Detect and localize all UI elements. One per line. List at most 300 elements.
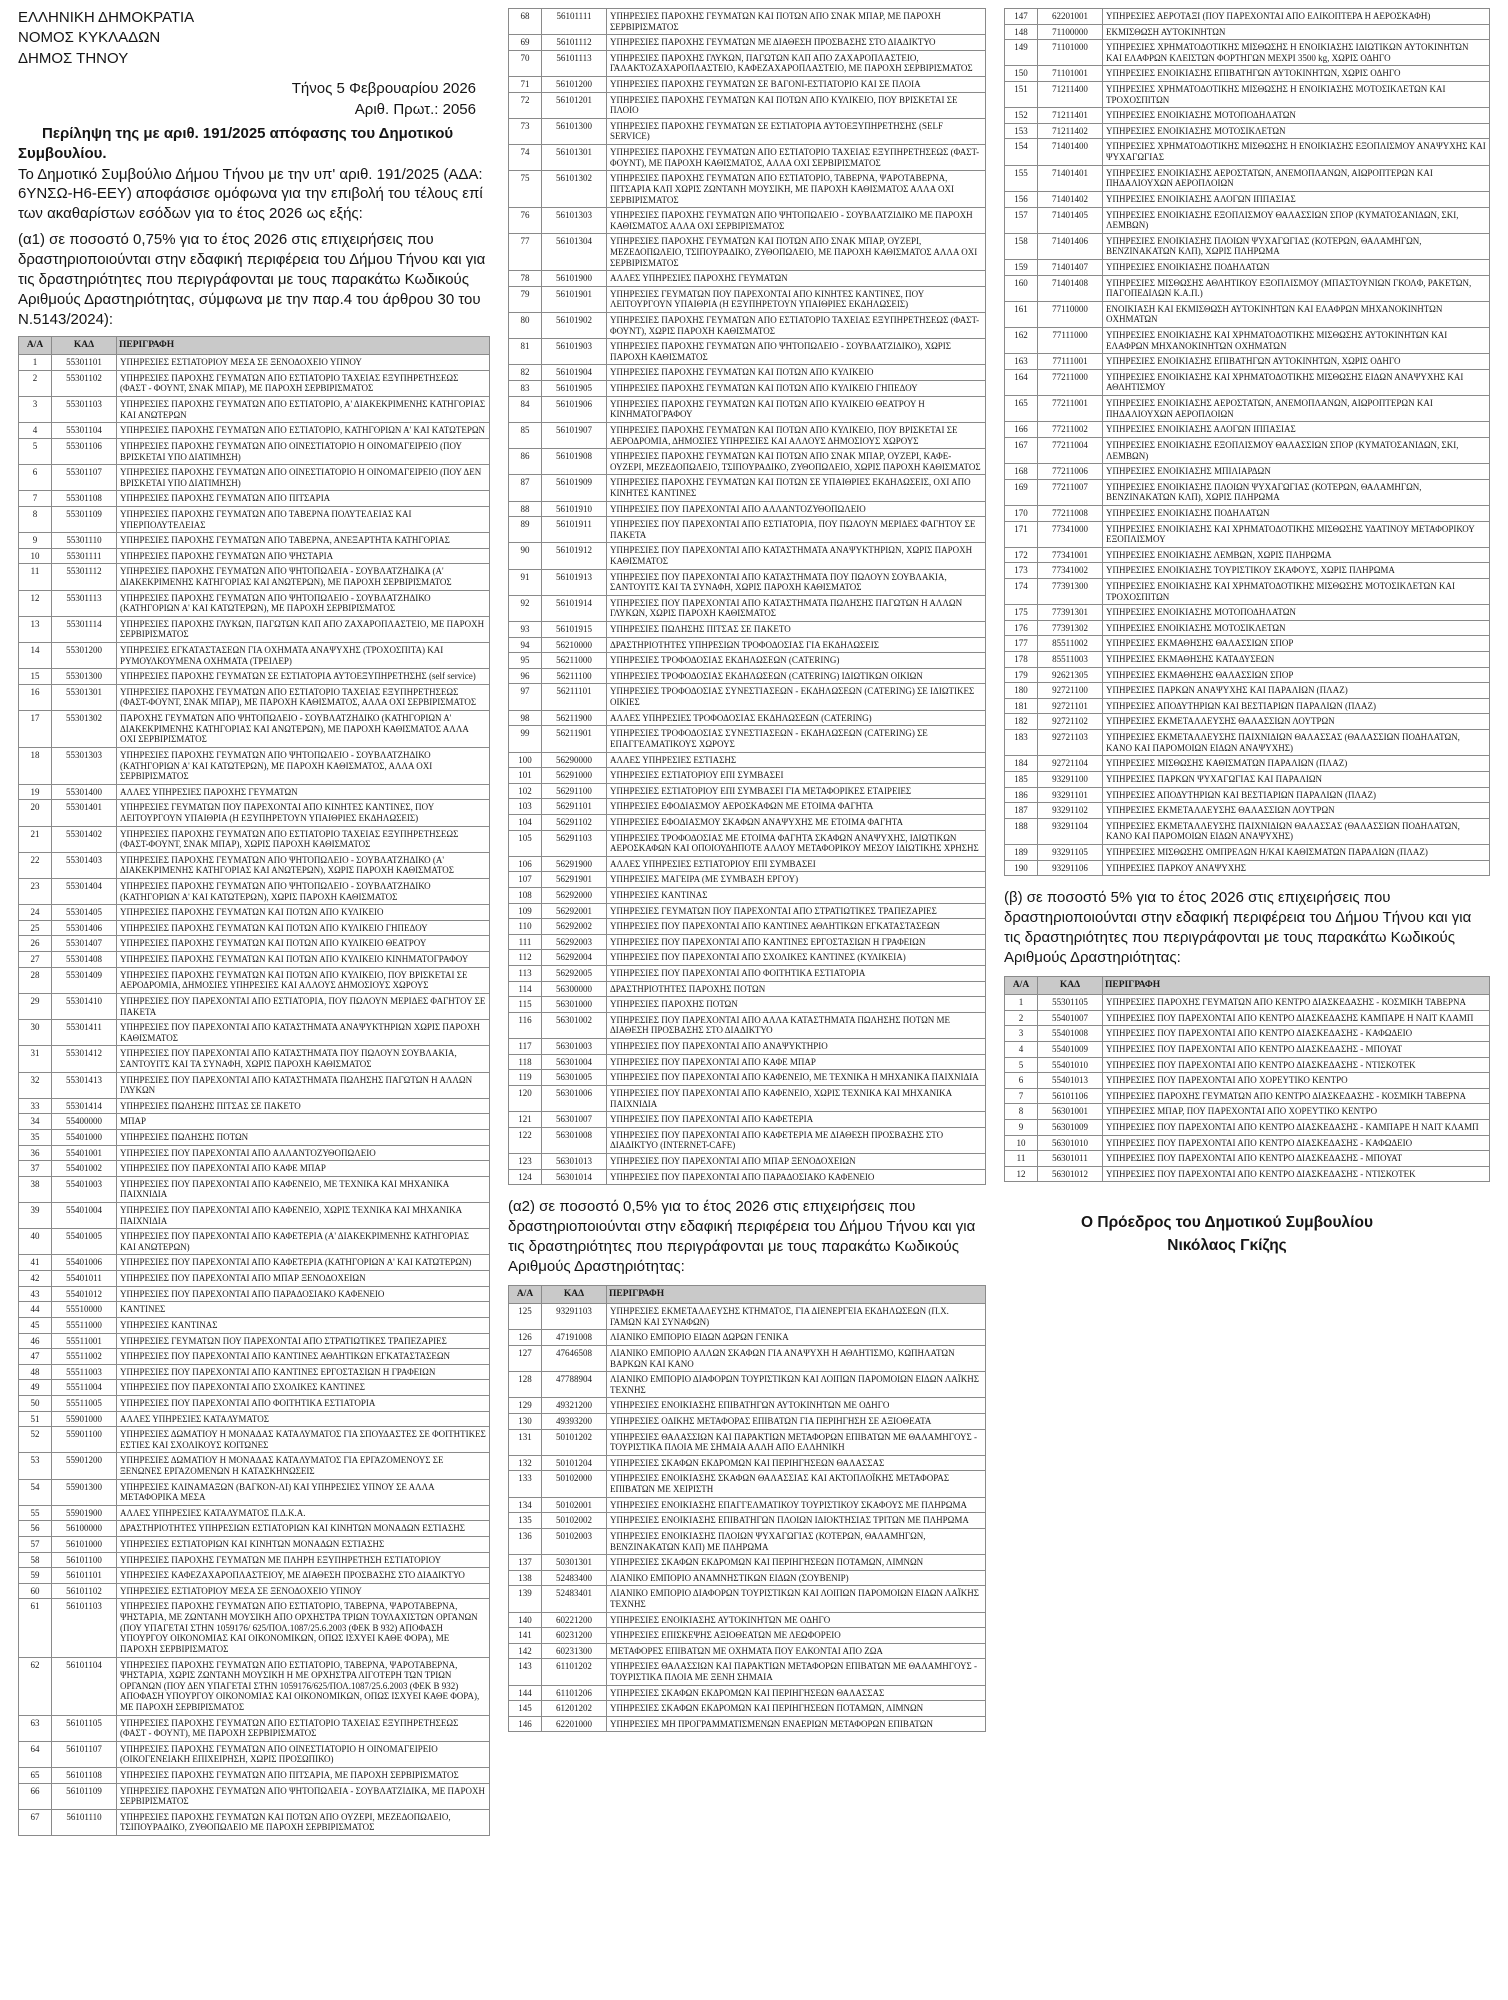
table-row [509, 799, 986, 815]
row-number: 188 [1005, 818, 1038, 844]
kad-code: 55301103 [52, 397, 117, 423]
kad-code: 56211101 [542, 684, 607, 710]
table-row [509, 1398, 986, 1414]
activity-description: ΥΠΗΡΕΣΙΕΣ ΠΑΡΟΧΗΣ ΓΕΥΜΑΤΩΝ ΑΠΟ ΤΑΒΕΡΝΑ ΠΟΛΥΤΕΛΕΙΑΣ ΚΑΙ ΥΠΕΡΠΟΛΥΤΕΛΕΙΑΣ [117, 506, 490, 532]
table-row [19, 590, 490, 616]
activity-description: ΥΠΗΡΕΣΙΕΣ ΠΑΡΟΧΗΣ ΓΕΥΜΑΤΩΝ ΑΠΟ ΕΣΤΙΑΤΟΡΙΟ ΤΑΧΕΙΑΣ ΕΞΥΠΗΡΕΤΗΣΕΩΣ (ΦΑΣΤ-ΦΟΥΝΤ), ΧΩΡΙΣ ΠΑΡΟΧΗ ΚΑΘΙΣΜΑΤΟΣ [607, 313, 986, 339]
activity-description: ΥΠΗΡΕΣΙΕΣ ΠΑΡΟΧΗΣ ΓΕΥΜΑΤΩΝ ΑΠΟ ΨΗΤΟΠΩΛΕΙΟ - ΣΟΥΒΛΑΤΖΙΔΙΚΟ ΜΕ ΠΑΡΟΧΗ ΚΑΘΙΣΜΑΤΟΣ ΑΛΛΑ ΟΧΙ ΣΕΡΒΙΡΙΣΜΑΤΟΣ [607, 208, 986, 234]
kad-code: 55401001 [52, 1145, 117, 1161]
table-row [19, 548, 490, 564]
row-number: 97 [509, 684, 542, 710]
activity-description: ΥΠΗΡΕΣΙΕΣ ΠΑΡΟΧΗΣ ΓΛΥΚΩΝ, ΠΑΓΩΤΩΝ ΚΛΠ ΑΠΟ ΖΑΧΑΡΟΠΛΑΣΤΕΙΟ, ΜΕ ΠΑΡΟΧΗ ΣΕΡΒΙΡΙΣΜΑΤΟΣ [117, 616, 490, 642]
activity-description: ΥΠΗΡΕΣΙΕΣ ΠΑΡΟΧΗΣ ΓΕΥΜΑΤΩΝ ΑΠΟ ΨΗΤΟΠΩΛΕΙΑ - ΣΟΥΒΛΑΤΖΙΔΙΚΑ, ΜΕ ΠΑΡΟΧΗ ΣΕΡΒΙΡΙΣΜΑΤΟΣ [117, 1783, 490, 1809]
row-number: 109 [509, 903, 542, 919]
kad-code: 56301006 [542, 1085, 607, 1111]
table-row [1005, 787, 1490, 803]
table-row [1005, 191, 1490, 207]
kad-code: 55401003 [52, 1176, 117, 1202]
kad-code: 77110000 [1038, 301, 1103, 327]
kad-code: 56101913 [542, 569, 607, 595]
table-row [19, 397, 490, 423]
kad-code: 55401009 [1038, 1041, 1103, 1057]
table-row [1005, 844, 1490, 860]
kad-code: 56101904 [542, 365, 607, 381]
activity-description: ΥΠΗΡΕΣΙΕΣ ΠΑΡΟΧΗΣ ΠΟΤΩΝ [607, 997, 986, 1013]
activity-description: ΠΑΡΟΧΗΣ ΓΕΥΜΑΤΩΝ ΑΠΟ ΨΗΤΟΠΩΛΕΙΟ - ΣΟΥΒΛΑΤΖΗΔΙΚΟ (ΚΑΤΗΓΟΡΙΩΝ Α' ΔΙΑΚΕΚΡΙΜΕΝΗΣ ΚΑΤΗΓΟΡΙΑΣ ΚΑΙ ΑΝΩΤΕΡΩΝ), ΜΕ ΠΑΡΟΧΗ ΚΑΘΙΣΜΑΤΟΣ ΑΛΛΑ ΟΧΙ ΣΕΡΒΙΡΙΣΜΑΤΟΣ [117, 711, 490, 748]
table-row [19, 1098, 490, 1114]
table-row [19, 993, 490, 1019]
kad-code: 77211000 [1038, 369, 1103, 395]
column-right [1004, 8, 1490, 2000]
kad-code: 56101301 [542, 145, 607, 171]
activity-description: ΥΠΗΡΕΣΙΕΣ ΤΡΟΦΟΔΟΣΙΑΣ ΣΥΝΕΣΤΙΑΣΕΩΝ - ΕΚΔΗΛΩΣΕΩΝ (CATERING) ΣΕ ΙΔΙΩΤΙΚΕΣ ΟΙΚΙΕΣ [607, 684, 986, 710]
table-row [19, 1302, 490, 1318]
table-header-row [19, 337, 490, 355]
kad-code: 56101900 [542, 271, 607, 287]
kad-code: 55401008 [1038, 1026, 1103, 1042]
table-row [19, 1114, 490, 1130]
activity-description: ΥΠΗΡΕΣΙΕΣ ΠΟΥ ΠΑΡΕΧΟΝΤΑΙ ΑΠΟ ΚΑΝΤΙΝΕΣ ΕΡΓΟΣΤΑΣΙΩΝ Η ΓΡΑΦΕΙΩΝ [117, 1364, 490, 1380]
table-row [1005, 1057, 1490, 1073]
table-row [509, 997, 986, 1013]
row-number: 48 [19, 1364, 52, 1380]
activity-description: ΥΠΗΡΕΣΙΕΣ ΚΑΝΤΙΝΑΣ [607, 888, 986, 904]
table-row [19, 1072, 490, 1098]
table-row [19, 852, 490, 878]
table-row [19, 355, 490, 371]
row-number: 1 [19, 355, 52, 371]
table-row [509, 1304, 986, 1330]
kad-code: 56101302 [542, 171, 607, 208]
row-number: 32 [19, 1072, 52, 1098]
row-number: 47 [19, 1349, 52, 1365]
table-row [1005, 605, 1490, 621]
row-number: 87 [509, 475, 542, 501]
kad-code: 55301400 [52, 784, 117, 800]
row-number: 84 [509, 396, 542, 422]
activity-description: ΥΠΗΡΕΣΙΕΣ ΕΝΟΙΚΙΑΣΗΣ ΕΠΙΒΑΤΗΓΩΝ ΑΥΤΟΚΙΝΗΤΩΝ, ΧΩΡΙΣ ΟΔΗΓΟ [1103, 354, 1490, 370]
activity-description: ΥΠΗΡΕΣΙΕΣ ΕΣΤΙΑΤΟΡΙΟΥ ΕΠΙ ΣΥΜΒΑΣΕΙ ΓΙΑ ΜΕΤΑΦΟΡΙΚΕΣ ΕΤΑΙΡΕΙΕΣ [607, 783, 986, 799]
row-number: 72 [509, 92, 542, 118]
kad-code: 56211000 [542, 653, 607, 669]
activity-description: ΥΠΗΡΕΣΙΕΣ ΠΑΡΟΧΗΣ ΓΕΥΜΑΤΩΝ ΚΑΙ ΠΟΤΩΝ ΑΠΟ ΚΥΛΙΚΕΙΟ [117, 905, 490, 921]
table-row [19, 1479, 490, 1505]
table-row [509, 449, 986, 475]
row-number: 37 [19, 1161, 52, 1177]
table-row [509, 1039, 986, 1055]
row-number: 33 [19, 1098, 52, 1114]
kad-code: 71211401 [1038, 108, 1103, 124]
kad-code: 56301010 [1038, 1135, 1103, 1151]
activity-description: ΥΠΗΡΕΣΙΕΣ ΕΝΟΙΚΙΑΣΗΣ ΚΑΙ ΧΡΗΜΑΤΟΔΟΤΙΚΗΣ ΜΙΣΘΩΣΗΣ ΥΔΑΤΙΝΟΥ ΜΕΤΑΦΟΡΙΚΟΥ ΕΞΟΠΛΙΣΜΟΥ [1103, 521, 1490, 547]
table-row [19, 1599, 490, 1657]
kad-code: 60231300 [542, 1643, 607, 1659]
table-row [509, 1701, 986, 1717]
activity-description: ΥΠΗΡΕΣΙΕΣ ΠΑΡΟΧΗΣ ΓΕΥΜΑΤΩΝ ΚΑΙ ΠΟΤΩΝ ΑΠΟ ΚΥΛΙΚΕΙΟ ΓΗΠΕΔΟΥ [607, 381, 986, 397]
row-number: 40 [19, 1229, 52, 1255]
kad-code: 77211006 [1038, 464, 1103, 480]
column-header-desc: ΠΕΡΙΓΡΑΦΗ [117, 337, 490, 355]
kad-code: 56101200 [542, 77, 607, 93]
row-number: 125 [509, 1304, 542, 1330]
row-number: 35 [19, 1129, 52, 1145]
row-number: 190 [1005, 860, 1038, 876]
letterhead-country: ΕΛΛΗΝΙΚΗ ΔΗΜΟΚΡΑΤΙΑ [18, 9, 195, 26]
table-row [1005, 1104, 1490, 1120]
table-row [509, 981, 986, 997]
table-row [1005, 1135, 1490, 1151]
row-number: 64 [19, 1741, 52, 1767]
kad-code: 93291105 [1038, 844, 1103, 860]
row-number: 164 [1005, 369, 1038, 395]
activity-description: ΥΠΗΡΕΣΙΕΣ ΠΑΡΟΧΗΣ ΓΕΥΜΑΤΩΝ ΜΕ ΔΙΑΘΕΣΗ ΠΡΟΣΒΑΣΗΣ ΣΤΟ ΔΙΑΔΙΚΤΥΟ [607, 35, 986, 51]
row-number: 75 [509, 171, 542, 208]
table-row [509, 919, 986, 935]
activity-description: ΥΠΗΡΕΣΙΕΣ ΕΝΟΙΚΙΑΣΗΣ ΑΕΡΟΣΤΑΤΩΝ, ΑΝΕΜΟΠΛΑΝΩΝ, ΑΙΩΡΟΠΤΕΡΩΝ ΚΑΙ ΠΗΔΑΛΙΟΥΧΩΝ ΑΕΡΟΠΛΟΙΩΝ [1103, 165, 1490, 191]
kad-code: 55301104 [52, 423, 117, 439]
table-row [19, 1046, 490, 1072]
kad-code: 55301302 [52, 711, 117, 748]
row-number: 9 [1005, 1120, 1038, 1136]
table-row [509, 856, 986, 872]
table-row [19, 747, 490, 784]
table-row [509, 710, 986, 726]
table-row [1005, 9, 1490, 25]
table-row [509, 637, 986, 653]
activity-description: ΥΠΗΡΕΣΙΕΣ ΜΗ ΠΡΟΓΡΑΜΜΑΤΙΣΜΕΝΩΝ ΕΝΑΕΡΙΩΝ ΜΕΤΑΦΟΡΩΝ ΕΠΙΒΑΤΩΝ [607, 1716, 986, 1732]
row-number: 81 [509, 339, 542, 365]
activity-description: ΥΠΗΡΕΣΙΕΣ ΕΝΟΙΚΙΑΣΗΣ ΠΟΔΗΛΑΤΩΝ [1103, 505, 1490, 521]
kad-code: 56292003 [542, 934, 607, 950]
table-row [19, 1333, 490, 1349]
kad-code: 56101912 [542, 543, 607, 569]
row-number: 92 [509, 595, 542, 621]
kad-code: 56300000 [542, 981, 607, 997]
row-number: 4 [1005, 1041, 1038, 1057]
kad-code: 56291900 [542, 856, 607, 872]
table-row [1005, 422, 1490, 438]
row-number: 65 [19, 1768, 52, 1784]
row-number: 23 [19, 879, 52, 905]
activity-description: ΥΠΗΡΕΣΙΕΣ ΕΚΜΕΤΑΛΛΕΥΣΗΣ ΘΑΛΑΣΣΙΩΝ ΛΟΥΤΡΩΝ [1103, 714, 1490, 730]
table-row [19, 920, 490, 936]
activity-description: ΥΠΗΡΕΣΙΕΣ ΠΑΡΟΧΗΣ ΓΕΥΜΑΤΩΝ ΑΠΟ ΨΗΤΟΠΩΛΕΙΟ - ΣΟΥΒΛΑΤΖΗΔΙΚΟ (ΚΑΤΗΓΟΡΙΩΝ Α' ΚΑΙ ΚΑΤΩΤΕΡΩΝ), ΜΕ ΠΑΡΟΧΗ ΣΕΡΒΙΡΙΣΜΑΤΟΣ [117, 590, 490, 616]
table-row [1005, 1026, 1490, 1042]
row-number: 24 [19, 905, 52, 921]
activity-description: ΥΠΗΡΕΣΙΕΣ ΑΕΡΟΤΑΞΙ (ΠΟΥ ΠΑΡΕΧΟΝΤΑΙ ΑΠΟ ΕΛΙΚΟΠΤΕΡΑ Η ΑΕΡΟΣΚΑΦΗ) [1103, 9, 1490, 25]
table-row [509, 1372, 986, 1398]
row-number: 146 [509, 1716, 542, 1732]
row-number: 50 [19, 1395, 52, 1411]
row-number: 159 [1005, 259, 1038, 275]
kad-code: 47788904 [542, 1372, 607, 1398]
row-number: 165 [1005, 396, 1038, 422]
kad-code: 71401408 [1038, 275, 1103, 301]
kad-code: 50102003 [542, 1528, 607, 1554]
kad-code: 56101101 [52, 1568, 117, 1584]
row-number: 58 [19, 1552, 52, 1568]
table-row [509, 726, 986, 752]
row-number: 6 [1005, 1073, 1038, 1089]
activity-description: ΥΠΗΡΕΣΙΕΣ ΓΕΥΜΑΤΩΝ ΠΟΥ ΠΑΡΕΧΟΝΤΑΙ ΑΠΟ ΣΤΡΑΤΙΩΤΙΚΕΣ ΤΡΑΠΕΖΑΡΙΕΣ [117, 1333, 490, 1349]
activity-description: ΥΠΗΡΕΣΙΕΣ ΕΝΟΙΚΙΑΣΗΣ ΑΕΡΟΣΤΑΤΩΝ, ΑΝΕΜΟΠΛΑΝΩΝ, ΑΙΩΡΟΠΤΕΡΩΝ ΚΑΙ ΠΗΔΑΛΙΟΥΧΩΝ ΑΕΡΟΠΛΟΙΩΝ [1103, 396, 1490, 422]
row-number: 149 [1005, 40, 1038, 66]
kad-code: 55511002 [52, 1349, 117, 1365]
kad-code: 92721102 [1038, 714, 1103, 730]
kad-code: 56301012 [1038, 1166, 1103, 1182]
activity-description: ΥΠΗΡΕΣΙΕΣ ΠΟΥ ΠΑΡΕΧΟΝΤΑΙ ΑΠΟ ΚΑΤΑΣΤΗΜΑΤΑ ΠΟΥ ΠΩΛΟΥΝ ΣΟΥΒΛΑΚΙΑ, ΣΑΝΤΟΥΙΤΣ ΚΑΙ ΤΑ ΣΥΝΑΦΗ, ΧΩΡΙΣ ΠΑΡΟΧΗ ΚΑΘΙΣΜΑΤΟΣ [607, 569, 986, 595]
activity-description: ΥΠΗΡΕΣΙΕΣ ΠΑΡΟΧΗΣ ΓΕΥΜΑΤΩΝ ΑΠΟ ΕΣΤΙΑΤΟΡΙΟ ΤΑΧΕΙΑΣ ΕΞΥΠΗΡΕΤΗΣΕΩΣ (ΦΑΣΤ - ΦΟΥΝΤ, ΣΝΑΚ ΜΠΑΡ), ΜΕ ΠΑΡΟΧΗ ΣΕΡΒΙΡΙΣΜΑΤΟΣ [117, 370, 490, 396]
table-row [19, 423, 490, 439]
activity-description: ΥΠΗΡΕΣΙΕΣ ΠΟΥ ΠΑΡΕΧΟΝΤΑΙ ΑΠΟ ΧΟΡΕΥΤΙΚΟ ΚΕΝΤΡΟ [1103, 1073, 1490, 1089]
row-number: 66 [19, 1783, 52, 1809]
kad-code: 85511002 [1038, 636, 1103, 652]
row-number: 137 [509, 1555, 542, 1571]
activity-description: ΥΠΗΡΕΣΙΕΣ ΕΝΟΙΚΙΑΣΗΣ ΚΑΙ ΧΡΗΜΑΤΟΔΟΤΙΚΗΣ ΜΙΣΘΩΣΗΣ ΕΙΔΩΝ ΑΝΑΨΥΧΗΣ ΚΑΙ ΑΘΛΗΤΙΣΜΟΥ [1103, 369, 1490, 395]
table-row [19, 669, 490, 685]
activity-description: ΔΡΑΣΤΗΡΙΟΤΗΤΕΣ ΠΑΡΟΧΗΣ ΠΟΤΩΝ [607, 981, 986, 997]
table-row [509, 475, 986, 501]
column-header-kad: ΚΑΔ [52, 337, 117, 355]
kad-code: 55301114 [52, 616, 117, 642]
row-number: 147 [1005, 9, 1038, 25]
row-number: 133 [509, 1471, 542, 1497]
column-header-aa: Α/Α [1005, 976, 1038, 994]
row-number: 111 [509, 934, 542, 950]
row-number: 18 [19, 747, 52, 784]
kad-code: 77211008 [1038, 505, 1103, 521]
activity-description: ΥΠΗΡΕΣΙΕΣ ΕΚΜΕΤΑΛΛΕΥΣΗΣ ΠΑΙΧΝΙΔΙΩΝ ΘΑΛΑΣΣΑΣ (ΘΑΛΑΣΣΙΩΝ ΠΟΔΗΛΑΤΩΝ, ΚΑΝΟ ΚΑΙ ΠΑΡΟΜΟΙΩΝ ΕΙΔΩΝ ΑΝΑΨΥΧΗΣ) [1103, 818, 1490, 844]
table-row [19, 1568, 490, 1584]
activity-description: ΥΠΗΡΕΣΙΕΣ ΣΚΑΦΩΝ ΕΚΔΡΟΜΩΝ ΚΑΙ ΠΕΡΙΗΓΗΣΕΩΝ ΘΑΛΑΣΣΑΣ [607, 1455, 986, 1471]
table-row [19, 1271, 490, 1287]
kad-code: 56101911 [542, 517, 607, 543]
table-row [19, 1453, 490, 1479]
table-row [1005, 995, 1490, 1011]
kad-code: 55301102 [52, 370, 117, 396]
activity-description: ΥΠΗΡΕΣΙΕΣ ΓΕΥΜΑΤΩΝ ΠΟΥ ΠΑΡΕΧΟΝΤΑΙ ΑΠΟ ΚΙΝΗΤΕΣ ΚΑΝΤΙΝΕΣ, ΠΟΥ ΛΕΙΤΟΥΡΓΟΥΝ ΥΠΑΙΘΡΙΑ (Η ΕΞΥΠΗΡΕΤΟΥΝ ΥΠΑΙΘΡΙΕΣ ΕΚΔΗΛΩΣΕΙΣ) [117, 800, 490, 826]
activity-description: ΥΠΗΡΕΣΙΕΣ ΠΑΡΟΧΗΣ ΓΛΥΚΩΝ, ΠΑΓΩΤΩΝ ΚΛΠ ΑΠΟ ΖΑΧΑΡΟΠΛΑΣΤΕΙΟ, ΓΑΛΑΚΤΟΖΑΧΑΡΟΠΛΑΣΤΕΙΟ, ΚΑΦΕΖΑΧΑΡΟΠΛΑΣΤΕΙΟ, ΜΕ ΠΑΡΟΧΗ ΣΕΡΒΙΡΙΣΜΑΤΟΣ [607, 50, 986, 76]
table-row [509, 966, 986, 982]
kad-code: 92721103 [1038, 730, 1103, 756]
activity-description: ΥΠΗΡΕΣΙΕΣ ΠΑΡΟΧΗΣ ΓΕΥΜΑΤΩΝ ΑΠΟ ΕΣΤΙΑΤΟΡΙΟ, ΤΑΒΕΡΝΑ, ΨΑΡΟΤΑΒΕΡΝΑ, ΠΙΤΣΑΡΙΑ ΚΛΠ ΧΩΡΙΣ ΖΩΝΤΑΝΗ ΜΟΥΣΙΚΗ, ΜΕ ΠΑΡΟΧΗ ΚΑΘΙΣΜΑΤΟΣ ΑΛΛΑ ΟΧΙ ΣΕΡΒΙΡΙΣΜΑΤΟΣ [607, 171, 986, 208]
activity-description: ΥΠΗΡΕΣΙΕΣ ΠΟΥ ΠΑΡΕΧΟΝΤΑΙ ΑΠΟ ΚΑΦΕΤΕΡΙΑ (Α' ΔΙΑΚΕΚΡΙΜΕΝΗΣ ΚΑΤΗΓΟΡΙΑΣ ΚΑΙ ΑΝΩΤΕΡΩΝ) [117, 1229, 490, 1255]
activity-description: ΥΠΗΡΕΣΙΕΣ ΠΑΡΟΧΗΣ ΓΕΥΜΑΤΩΝ ΑΠΟ ΚΕΝΤΡΟ ΔΙΑΣΚΕΔΑΣΗΣ - ΚΟΣΜΙΚΗ ΤΑΒΕΡΝΑ [1103, 995, 1490, 1011]
row-number: 61 [19, 1599, 52, 1657]
activity-description: ΥΠΗΡΕΣΙΕΣ ΕΣΤΙΑΤΟΡΙΟΥ ΜΕΣΑ ΣΕ ΞΕΝΟΔΟΧΕΙΟ ΥΠΝΟΥ [117, 355, 490, 371]
activity-description: ΥΠΗΡΕΣΙΕΣ ΠΑΡΟΧΗΣ ΓΕΥΜΑΤΩΝ ΑΠΟ ΨΗΣΤΑΡΙΑ [117, 548, 490, 564]
column-left [18, 8, 490, 2000]
activity-description: ΥΠΗΡΕΣΙΕΣ ΠΟΥ ΠΑΡΕΧΟΝΤΑΙ ΑΠΟ ΚΑΦΕΝΕΙΟ, ΜΕ ΤΕΧΝΙΚΑ Η ΜΗΧΑΝΙΚΑ ΠΑΙΧΝΙΔΙΑ [607, 1070, 986, 1086]
activity-description: ΥΠΗΡΕΣΙΕΣ ΕΝΟΙΚΙΑΣΗΣ ΠΟΔΗΛΑΤΩΝ [1103, 259, 1490, 275]
row-number: 150 [1005, 66, 1038, 82]
row-number: 110 [509, 919, 542, 935]
row-number: 182 [1005, 714, 1038, 730]
activity-description: ΥΠΗΡΕΣΙΕΣ ΕΝΟΙΚΙΑΣΗΣ ΠΛΟΙΩΝ ΨΥΧΑΓΩΓΙΑΣ (ΚΟΤΕΡΩΝ, ΘΑΛΑΜΗΓΩΝ, ΒΕΝΖΙΝΑΚΑΤΩΝ ΚΛΠ), ΧΩΡΙΣ ΠΛΗΡΩΜΑ [1103, 233, 1490, 259]
kad-code: 93291104 [1038, 818, 1103, 844]
activity-description: ΥΠΗΡΕΣΙΕΣ ΠΟΥ ΠΑΡΕΧΟΝΤΑΙ ΑΠΟ ΚΑΝΤΙΝΕΣ ΑΘΛΗΤΙΚΩΝ ΕΓΚΑΤΑΣΤΑΣΕΩΝ [607, 919, 986, 935]
row-number: 151 [1005, 82, 1038, 108]
kad-code: 56211901 [542, 726, 607, 752]
kad-table-a2-part2 [1004, 8, 1490, 876]
kad-code: 50102001 [542, 1497, 607, 1513]
activity-description: ΥΠΗΡΕΣΙΕΣ ΠΟΥ ΠΑΡΕΧΟΝΤΑΙ ΑΠΟ ΚΕΝΤΡΟ ΔΙΑΣΚΕΔΑΣΗΣ - ΚΑΦΩΔΕΙΟ [1103, 1026, 1490, 1042]
table-row [509, 1555, 986, 1571]
table-row [1005, 563, 1490, 579]
table-row [19, 952, 490, 968]
activity-description: ΥΠΗΡΕΣΙΕΣ ΠΑΡΟΧΗΣ ΓΕΥΜΑΤΩΝ ΣΕ ΒΑΓΟΝΙ-ΕΣΤΙΑΤΟΡΙΟ ΚΑΙ ΣΕ ΠΛΟΙΑ [607, 77, 986, 93]
activity-description: ΥΠΗΡΕΣΙΕΣ ΕΚΜΑΘΗΣΗΣ ΘΑΛΑΣΣΙΩΝ ΣΠΟΡ [1103, 667, 1490, 683]
activity-description: ΥΠΗΡΕΣΙΕΣ ΤΡΟΦΟΔΟΣΙΑΣ ΕΚΔΗΛΩΣΕΩΝ (CATERING) [607, 653, 986, 669]
table-row [509, 145, 986, 171]
kad-code: 56211100 [542, 668, 607, 684]
kad-code: 56292005 [542, 966, 607, 982]
kad-code: 56101905 [542, 381, 607, 397]
row-number: 26 [19, 936, 52, 952]
table-row [1005, 547, 1490, 563]
table-row [1005, 1041, 1490, 1057]
kad-code: 55511001 [52, 1333, 117, 1349]
row-number: 3 [19, 397, 52, 423]
kad-code: 55301108 [52, 491, 117, 507]
row-number: 171 [1005, 521, 1038, 547]
row-number: 57 [19, 1537, 52, 1553]
row-number: 68 [509, 9, 542, 35]
kad-code: 77211002 [1038, 422, 1103, 438]
kad-code: 56101102 [52, 1583, 117, 1599]
kad-code: 55301105 [1038, 995, 1103, 1011]
kad-code: 93291106 [1038, 860, 1103, 876]
table-row [19, 1768, 490, 1784]
kad-code: 77341001 [1038, 547, 1103, 563]
kad-code: 55301411 [52, 1020, 117, 1046]
activity-description: ΥΠΗΡΕΣΙΕΣ ΚΛΙΝΑΜΑΞΩΝ (ΒΑΓΚΟΝ-ΛΙ) ΚΑΙ ΥΠΗΡΕΣΙΕΣ ΥΠΝΟΥ ΣΕ ΑΛΛΑ ΜΕΤΑΦΟΡΙΚΑ ΜΕΣΑ [117, 1479, 490, 1505]
row-number: 11 [1005, 1151, 1038, 1167]
table-row [19, 616, 490, 642]
activity-description: ΥΠΗΡΕΣΙΕΣ ΜΑΓΕΙΡΑ (ΜΕ ΣΥΜΒΑΣΗ ΕΡΓΟΥ) [607, 872, 986, 888]
kad-code: 55511004 [52, 1380, 117, 1396]
kad-code: 56291100 [542, 783, 607, 799]
activity-description: ΑΛΛΕΣ ΥΠΗΡΕΣΙΕΣ ΚΑΤΑΛΥΜΑΤΟΣ Π.Δ.Κ.Α. [117, 1505, 490, 1521]
table-row [1005, 275, 1490, 301]
table-row [509, 1471, 986, 1497]
kad-code: 56101908 [542, 449, 607, 475]
table-row [19, 1395, 490, 1411]
activity-description: ΥΠΗΡΕΣΙΕΣ ΟΔΙΚΗΣ ΜΕΤΑΦΟΡΑΣ ΕΠΙΒΑΤΩΝ ΓΙΑ ΠΕΡΙΗΓΗΣΗ ΣΕ ΑΞΙΟΘΕΑΤΑ [607, 1414, 986, 1430]
row-number: 78 [509, 271, 542, 287]
table-row [1005, 66, 1490, 82]
activity-description: ΥΠΗΡΕΣΙΕΣ ΠΩΛΗΣΗΣ ΠΙΤΣΑΣ ΣΕ ΠΑΚΕΤΟ [607, 622, 986, 638]
activity-description: ΥΠΗΡΕΣΙΕΣ ΠΑΡΟΧΗΣ ΓΕΥΜΑΤΩΝ ΑΠΟ ΚΕΝΤΡΟ ΔΙΑΣΚΕΔΑΣΗΣ - ΚΟΣΜΙΚΗ ΤΑΒΕΡΝΑ [1103, 1088, 1490, 1104]
activity-description: ΥΠΗΡΕΣΙΕΣ ΠΑΡΟΧΗΣ ΓΕΥΜΑΤΩΝ ΑΠΟ ΕΣΤΙΑΤΟΡΙΟ ΤΑΧΕΙΑΣ ΕΞΥΠΗΡΕΤΗΣΕΩΣ (ΦΑΣΤ-ΦΟΥΝΤ), ΜΕ ΠΑΡΟΧΗ ΚΑΘΙΣΜΑΤΟΣ, ΑΛΛΑ ΟΧΙ ΣΕΡΒΙΡΙΣΜΑΤΟΣ [607, 145, 986, 171]
activity-description: ΥΠΗΡΕΣΙΕΣ ΠΟΥ ΠΑΡΕΧΟΝΤΑΙ ΑΠΟ ΚΑΦΕΤΕΡΙΑ ΜΕ ΔΙΑΘΕΣΗ ΠΡΟΣΒΑΣΗΣ ΣΤΟ ΔΙΑΔΙΚΤΥΟ (INTERNET-CAFE) [607, 1127, 986, 1153]
table-row [509, 814, 986, 830]
table-row [1005, 328, 1490, 354]
row-number: 1 [1005, 995, 1038, 1011]
activity-description: ΥΠΗΡΕΣΙΕΣ ΕΣΤΙΑΤΟΡΙΟΥ ΕΠΙ ΣΥΜΒΑΣΕΙ [607, 768, 986, 784]
row-number: 20 [19, 800, 52, 826]
table-row [509, 1112, 986, 1128]
activity-description: ΥΠΗΡΕΣΙΕΣ ΕΝΟΙΚΙΑΣΗΣ ΕΠΙΒΑΤΗΓΩΝ ΠΛΟΙΩΝ ΙΔΙΟΚΤΗΣΙΑΣ ΤΡΙΤΩΝ ΜΕ ΠΛΗΡΩΜΑ [607, 1513, 986, 1529]
table-row [19, 1583, 490, 1599]
table-row [19, 1349, 490, 1365]
kad-code: 77391301 [1038, 605, 1103, 621]
activity-description: ΥΠΗΡΕΣΙΕΣ ΠΟΥ ΠΑΡΕΧΟΝΤΑΙ ΑΠΟ ΠΑΡΑΔΟΣΙΑΚΟ ΚΑΦΕΝΕΙΟ [607, 1169, 986, 1185]
kad-code: 71401401 [1038, 165, 1103, 191]
kad-code: 71100000 [1038, 24, 1103, 40]
row-number: 131 [509, 1429, 542, 1455]
kad-code: 52483400 [542, 1570, 607, 1586]
activity-description: ΥΠΗΡΕΣΙΕΣ ΠΑΡΟΧΗΣ ΓΕΥΜΑΤΩΝ ΑΠΟ ΟΙΝΕΣΤΙΑΤΟΡΙΟ Η ΟΙΝΟΜΑΓΕΙΡΕΙΟ (ΠΟΥ ΒΡΙΣΚΕΤΑΙ ΥΠΟ ΔΙΑΤΙΜΗΣΗ) [117, 438, 490, 464]
activity-description: ΥΠΗΡΕΣΙΕΣ ΠΑΡΟΧΗΣ ΓΕΥΜΑΤΩΝ ΚΑΙ ΠΟΤΩΝ ΑΠΟ ΚΥΛΙΚΕΙΟ, ΠΟΥ ΒΡΙΣΚΕΤΑΙ ΣΕ ΑΕΡΟΔΡΟΜΙΑ, ΔΗΜΟΣΙΕΣ ΥΠΗΡΕΣΙΕΣ ΚΑΙ ΑΛΛΟΥΣ ΔΗΜΟΣΙΟΥΣ ΧΩΡΟΥΣ [607, 422, 986, 448]
kad-code: 55301412 [52, 1046, 117, 1072]
table-row [509, 1570, 986, 1586]
row-number: 174 [1005, 578, 1038, 604]
activity-description: ΥΠΗΡΕΣΙΕΣ ΠΑΡΟΧΗΣ ΓΕΥΜΑΤΩΝ ΑΠΟ ΕΣΤΙΑΤΟΡΙΟ, ΤΑΒΕΡΝΑ, ΨΑΡΟΤΑΒΕΡΝΑ, ΨΗΣΤΑΡΙΑ, ΜΕ ΖΩΝΤΑΝΗ ΜΟΥΣΙΚΗ ΑΠΟ ΟΡΧΗΣΤΡΑ ΤΡΙΩΝ ΤΟΥΛΑΧΙΣΤΩΝ ΟΡΓΑΝΩΝ (ΠΟΥ ΥΠΑΓΕΤΑΙ ΣΤΗΝ 1059176/ 625/ΠΟΛ.1087/25.6.2003 (ΦΕΚ Β 932) ΑΠΟΦΑΣΗ ΥΠΟΥΡΓΟΥ ΟΙΚΟΝΟΜΙΑΣ ΚΑΙ ΟΙΚΟΝΟΜΙΚΩΝ, ΟΠΩΣ ΙΣΧΥΕΙ ΚΑΘΕ ΦΟΡΑ), ΜΕ ΠΑΡΟΧΗ ΣΕΡΒΙΡΙΣΜΑΤΟΣ [117, 1599, 490, 1657]
kad-code: 56101915 [542, 622, 607, 638]
kad-code: 55301404 [52, 879, 117, 905]
row-number: 46 [19, 1333, 52, 1349]
row-number: 136 [509, 1528, 542, 1554]
table-row [19, 1145, 490, 1161]
row-number: 155 [1005, 165, 1038, 191]
activity-description: ΥΠΗΡΕΣΙΕΣ ΕΚΜΑΘΗΣΗΣ ΚΑΤΑΔΥΣΕΩΝ [1103, 652, 1490, 668]
activity-description: ΥΠΗΡΕΣΙΕΣ ΚΑΦΕΖΑΧΑΡΟΠΛΑΣΤΕΙΟΥ, ΜΕ ΔΙΑΘΕΣΗ ΠΡΟΣΒΑΣΗΣ ΣΤΟ ΔΙΑΔΙΚΤΥΟ [117, 1568, 490, 1584]
row-number: 86 [509, 449, 542, 475]
table-row [1005, 108, 1490, 124]
row-number: 102 [509, 783, 542, 799]
row-number: 105 [509, 830, 542, 856]
table-row [509, 1085, 986, 1111]
activity-description: ΥΠΗΡΕΣΙΕΣ ΕΝΟΙΚΙΑΣΗΣ ΕΠΙΒΑΤΗΓΩΝ ΑΥΤΟΚΙΝΗΤΩΝ, ΧΩΡΙΣ ΟΔΗΓΟ [1103, 66, 1490, 82]
row-number: 128 [509, 1372, 542, 1398]
activity-description: ΥΠΗΡΕΣΙΕΣ ΕΝΟΙΚΙΑΣΗΣ ΜΟΤΟΠΟΔΗΛΑΤΩΝ [1103, 108, 1490, 124]
table-row [1005, 369, 1490, 395]
row-number: 76 [509, 208, 542, 234]
row-number: 175 [1005, 605, 1038, 621]
activity-description: ΥΠΗΡΕΣΙΕΣ ΤΡΟΦΟΔΟΣΙΑΣ ΣΥΝΕΣΤΙΑΣΕΩΝ - ΕΚΔΗΛΩΣΕΩΝ (CATERING) ΣΕ ΕΠΑΓΓΕΛΜΑΤΙΚΟΥΣ ΧΩΡΟΥΣ [607, 726, 986, 752]
table-row [509, 92, 986, 118]
table-row [19, 1176, 490, 1202]
row-number: 2 [1005, 1010, 1038, 1026]
row-number: 170 [1005, 505, 1038, 521]
kad-code: 56301011 [1038, 1151, 1103, 1167]
kad-code: 61101206 [542, 1685, 607, 1701]
row-number: 67 [19, 1809, 52, 1835]
table-row [509, 9, 986, 35]
table-row [19, 936, 490, 952]
activity-description: ΥΠΗΡΕΣΙΕΣ ΧΡΗΜΑΤΟΔΟΤΙΚΗΣ ΜΙΣΘΩΣΗΣ Η ΕΝΟΙΚΙΑΣΗΣ ΜΟΤΟΣΙΚΛΕΤΩΝ ΚΑΙ ΤΡΟΧΟΣΠΙΤΩΝ [1103, 82, 1490, 108]
row-number: 98 [509, 710, 542, 726]
row-number: 100 [509, 752, 542, 768]
table-row [19, 438, 490, 464]
kad-code: 56291000 [542, 768, 607, 784]
row-number: 140 [509, 1612, 542, 1628]
activity-description: ΛΙΑΝΙΚΟ ΕΜΠΟΡΙΟ ΕΙΔΩΝ ΔΩΡΩΝ ΓΕΝΙΚΑ [607, 1330, 986, 1346]
row-number: 42 [19, 1271, 52, 1287]
kad-code: 55401000 [52, 1129, 117, 1145]
activity-description: ΥΠΗΡΕΣΙΕΣ ΠΟΥ ΠΑΡΕΧΟΝΤΑΙ ΑΠΟ ΚΑΦΕΝΕΙΟ, ΧΩΡΙΣ ΤΕΧΝΙΚΑ ΚΑΙ ΜΗΧΑΝΙΚΑ ΠΑΙΧΝΙΔΙΑ [117, 1203, 490, 1229]
activity-description: ΥΠΗΡΕΣΙΕΣ ΠΑΡΟΧΗΣ ΓΕΥΜΑΤΩΝ ΑΠΟ ΨΗΤΟΠΩΛΕΙΑ - ΣΟΥΒΛΑΤΖΗΔΙΚΑ (Α' ΔΙΑΚΕΚΡΙΜΕΝΗΣ ΚΑΤΗΓΟΡΙΑΣ ΚΑΙ ΑΝΩΤΕΡΩΝ), ΜΕ ΠΑΡΟΧΗ ΣΕΡΒΙΡΙΣΜΑΤΟΣ [117, 564, 490, 590]
table-row [19, 905, 490, 921]
row-number: 28 [19, 967, 52, 993]
activity-description: ΥΠΗΡΕΣΙΕΣ ΠΟΥ ΠΑΡΕΧΟΝΤΑΙ ΑΠΟ ΚΕΝΤΡΟ ΔΙΑΣΚΕΔΑΣΗΣ - ΝΤΙΣΚΟΤΕΚ [1103, 1166, 1490, 1182]
activity-description: ΥΠΗΡΕΣΙΕΣ ΕΝΟΙΚΙΑΣΗΣ ΑΛΟΓΩΝ ΙΠΠΑΣΙΑΣ [1103, 191, 1490, 207]
row-number: 154 [1005, 139, 1038, 165]
row-number: 71 [509, 77, 542, 93]
kad-code: 55301300 [52, 669, 117, 685]
activity-description: ΥΠΗΡΕΣΙΕΣ ΠΟΥ ΠΑΡΕΧΟΝΤΑΙ ΑΠΟ ΚΑΦΕ ΜΠΑΡ [607, 1054, 986, 1070]
